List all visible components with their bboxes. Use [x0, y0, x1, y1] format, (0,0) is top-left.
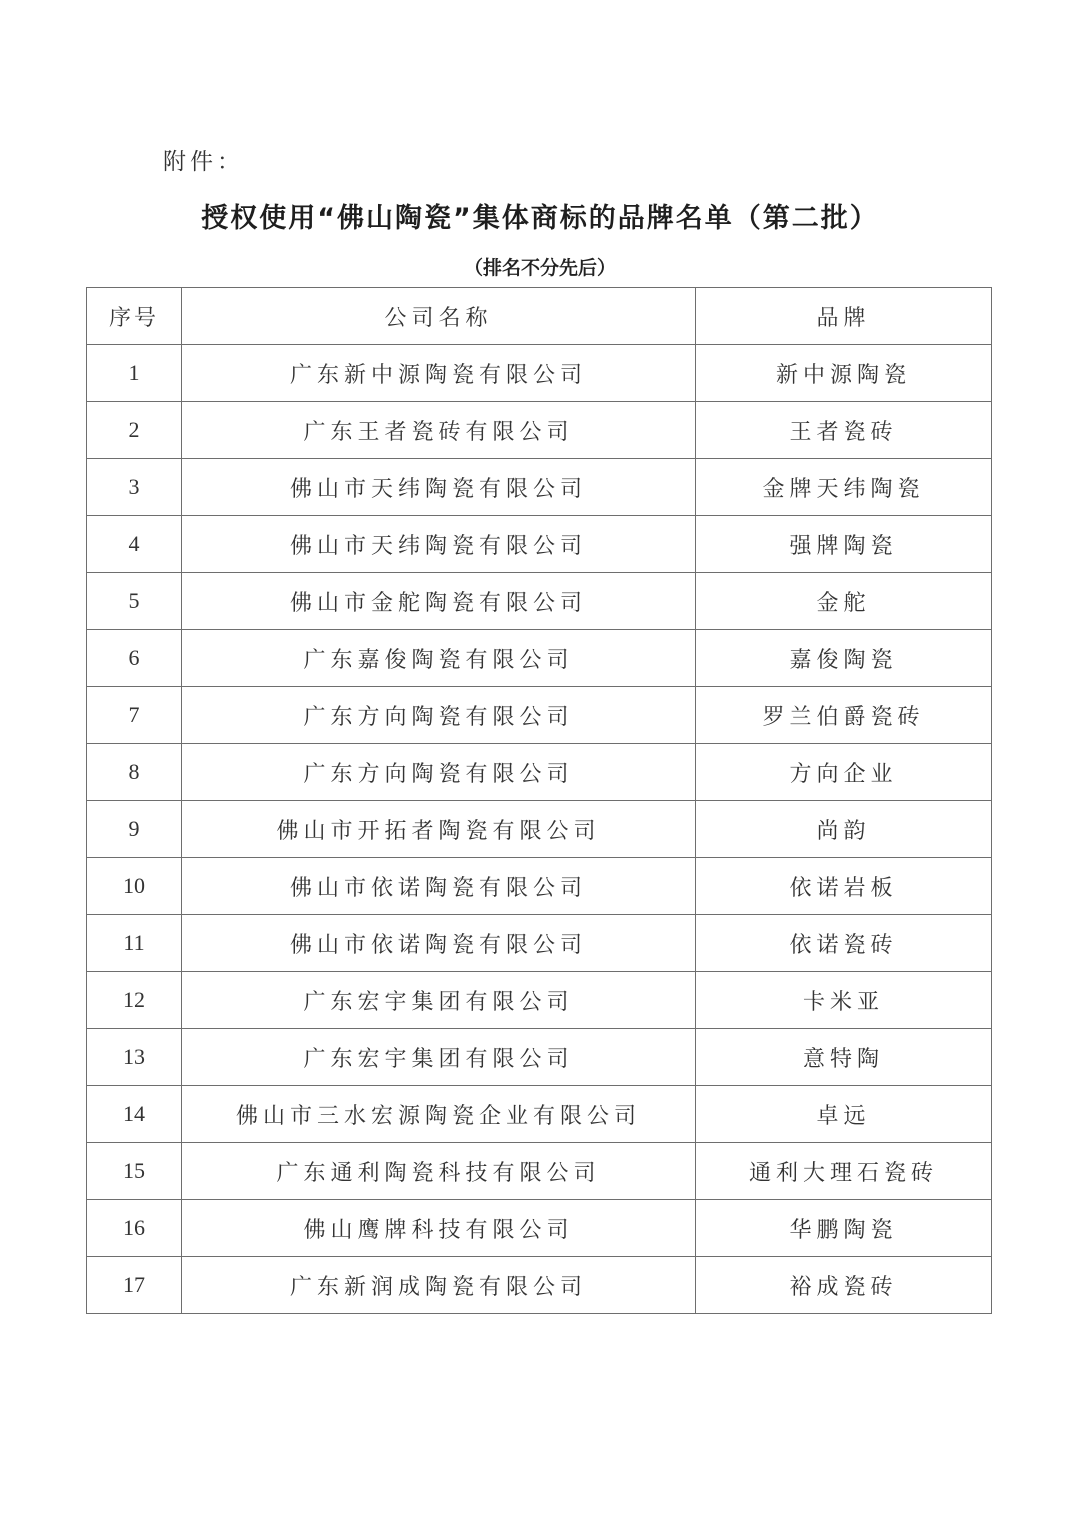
row-number: 10	[87, 858, 182, 915]
row-number: 17	[87, 1257, 182, 1314]
document-title: 授权使用“佛山陶瓷”集体商标的品牌名单（第二批）	[201, 203, 879, 234]
row-number: 8	[87, 744, 182, 801]
brand-list-table	[86, 287, 992, 1314]
table-row	[87, 630, 992, 687]
brand-name: 通利大理石瓷砖	[696, 1143, 992, 1200]
company-name: 佛山市三水宏源陶瓷企业有限公司	[182, 1086, 696, 1143]
company-name: 广东通利陶瓷科技有限公司	[182, 1143, 696, 1200]
row-number: 6	[87, 630, 182, 687]
table-row	[87, 858, 992, 915]
brand-name: 金牌天纬陶瓷	[696, 459, 992, 516]
row-number: 4	[87, 516, 182, 573]
company-name: 广东宏宇集团有限公司	[182, 972, 696, 1029]
column-header-brand: 品牌	[696, 288, 992, 345]
table-row	[87, 915, 992, 972]
table-header-row	[87, 288, 992, 345]
brand-name: 卡米亚	[696, 972, 992, 1029]
table-row	[87, 345, 992, 402]
row-number: 15	[87, 1143, 182, 1200]
table-row	[87, 801, 992, 858]
table-row	[87, 459, 992, 516]
row-number: 1	[87, 345, 182, 402]
company-name: 佛山市依诺陶瓷有限公司	[182, 915, 696, 972]
brand-name: 意特陶	[696, 1029, 992, 1086]
company-name: 佛山鹰牌科技有限公司	[182, 1200, 696, 1257]
brand-name: 华鹏陶瓷	[696, 1200, 992, 1257]
brand-name: 金舵	[696, 573, 992, 630]
brand-name: 卓远	[696, 1086, 992, 1143]
company-name: 佛山市开拓者陶瓷有限公司	[182, 801, 696, 858]
company-name: 广东方向陶瓷有限公司	[182, 744, 696, 801]
table-row	[87, 1257, 992, 1314]
row-number: 11	[87, 915, 182, 972]
table-row	[87, 1143, 992, 1200]
company-name: 广东新中源陶瓷有限公司	[182, 345, 696, 402]
table-row	[87, 1029, 992, 1086]
brand-name: 强牌陶瓷	[696, 516, 992, 573]
company-name: 佛山市天纬陶瓷有限公司	[182, 516, 696, 573]
column-header-company: 公司名称	[182, 288, 696, 345]
brand-name: 尚韵	[696, 801, 992, 858]
row-number: 16	[87, 1200, 182, 1257]
table-row	[87, 744, 992, 801]
brand-name: 依诺瓷砖	[696, 915, 992, 972]
attachment-label: 附件：	[163, 149, 244, 175]
company-name: 佛山市天纬陶瓷有限公司	[182, 459, 696, 516]
company-name: 佛山市依诺陶瓷有限公司	[182, 858, 696, 915]
company-name: 广东嘉俊陶瓷有限公司	[182, 630, 696, 687]
row-number: 2	[87, 402, 182, 459]
table-row	[87, 402, 992, 459]
row-number: 12	[87, 972, 182, 1029]
table-row	[87, 1200, 992, 1257]
row-number: 3	[87, 459, 182, 516]
brand-name: 裕成瓷砖	[696, 1257, 992, 1314]
brand-name: 新中源陶瓷	[696, 345, 992, 402]
row-number: 13	[87, 1029, 182, 1086]
column-header-no: 序号	[87, 288, 182, 345]
brand-name: 嘉俊陶瓷	[696, 630, 992, 687]
company-name: 广东宏宇集团有限公司	[182, 1029, 696, 1086]
brand-name: 依诺岩板	[696, 858, 992, 915]
table-row	[87, 516, 992, 573]
company-name: 广东王者瓷砖有限公司	[182, 402, 696, 459]
table-row	[87, 687, 992, 744]
row-number: 9	[87, 801, 182, 858]
brand-name: 罗兰伯爵瓷砖	[696, 687, 992, 744]
company-name: 广东新润成陶瓷有限公司	[182, 1257, 696, 1314]
company-name: 佛山市金舵陶瓷有限公司	[182, 573, 696, 630]
row-number: 14	[87, 1086, 182, 1143]
table-row	[87, 573, 992, 630]
row-number: 7	[87, 687, 182, 744]
company-name: 广东方向陶瓷有限公司	[182, 687, 696, 744]
row-number: 5	[87, 573, 182, 630]
table-row	[87, 1086, 992, 1143]
brand-name: 王者瓷砖	[696, 402, 992, 459]
document-subtitle: （排名不分先后）	[463, 257, 616, 279]
brand-name: 方向企业	[696, 744, 992, 801]
table-row	[87, 972, 992, 1029]
